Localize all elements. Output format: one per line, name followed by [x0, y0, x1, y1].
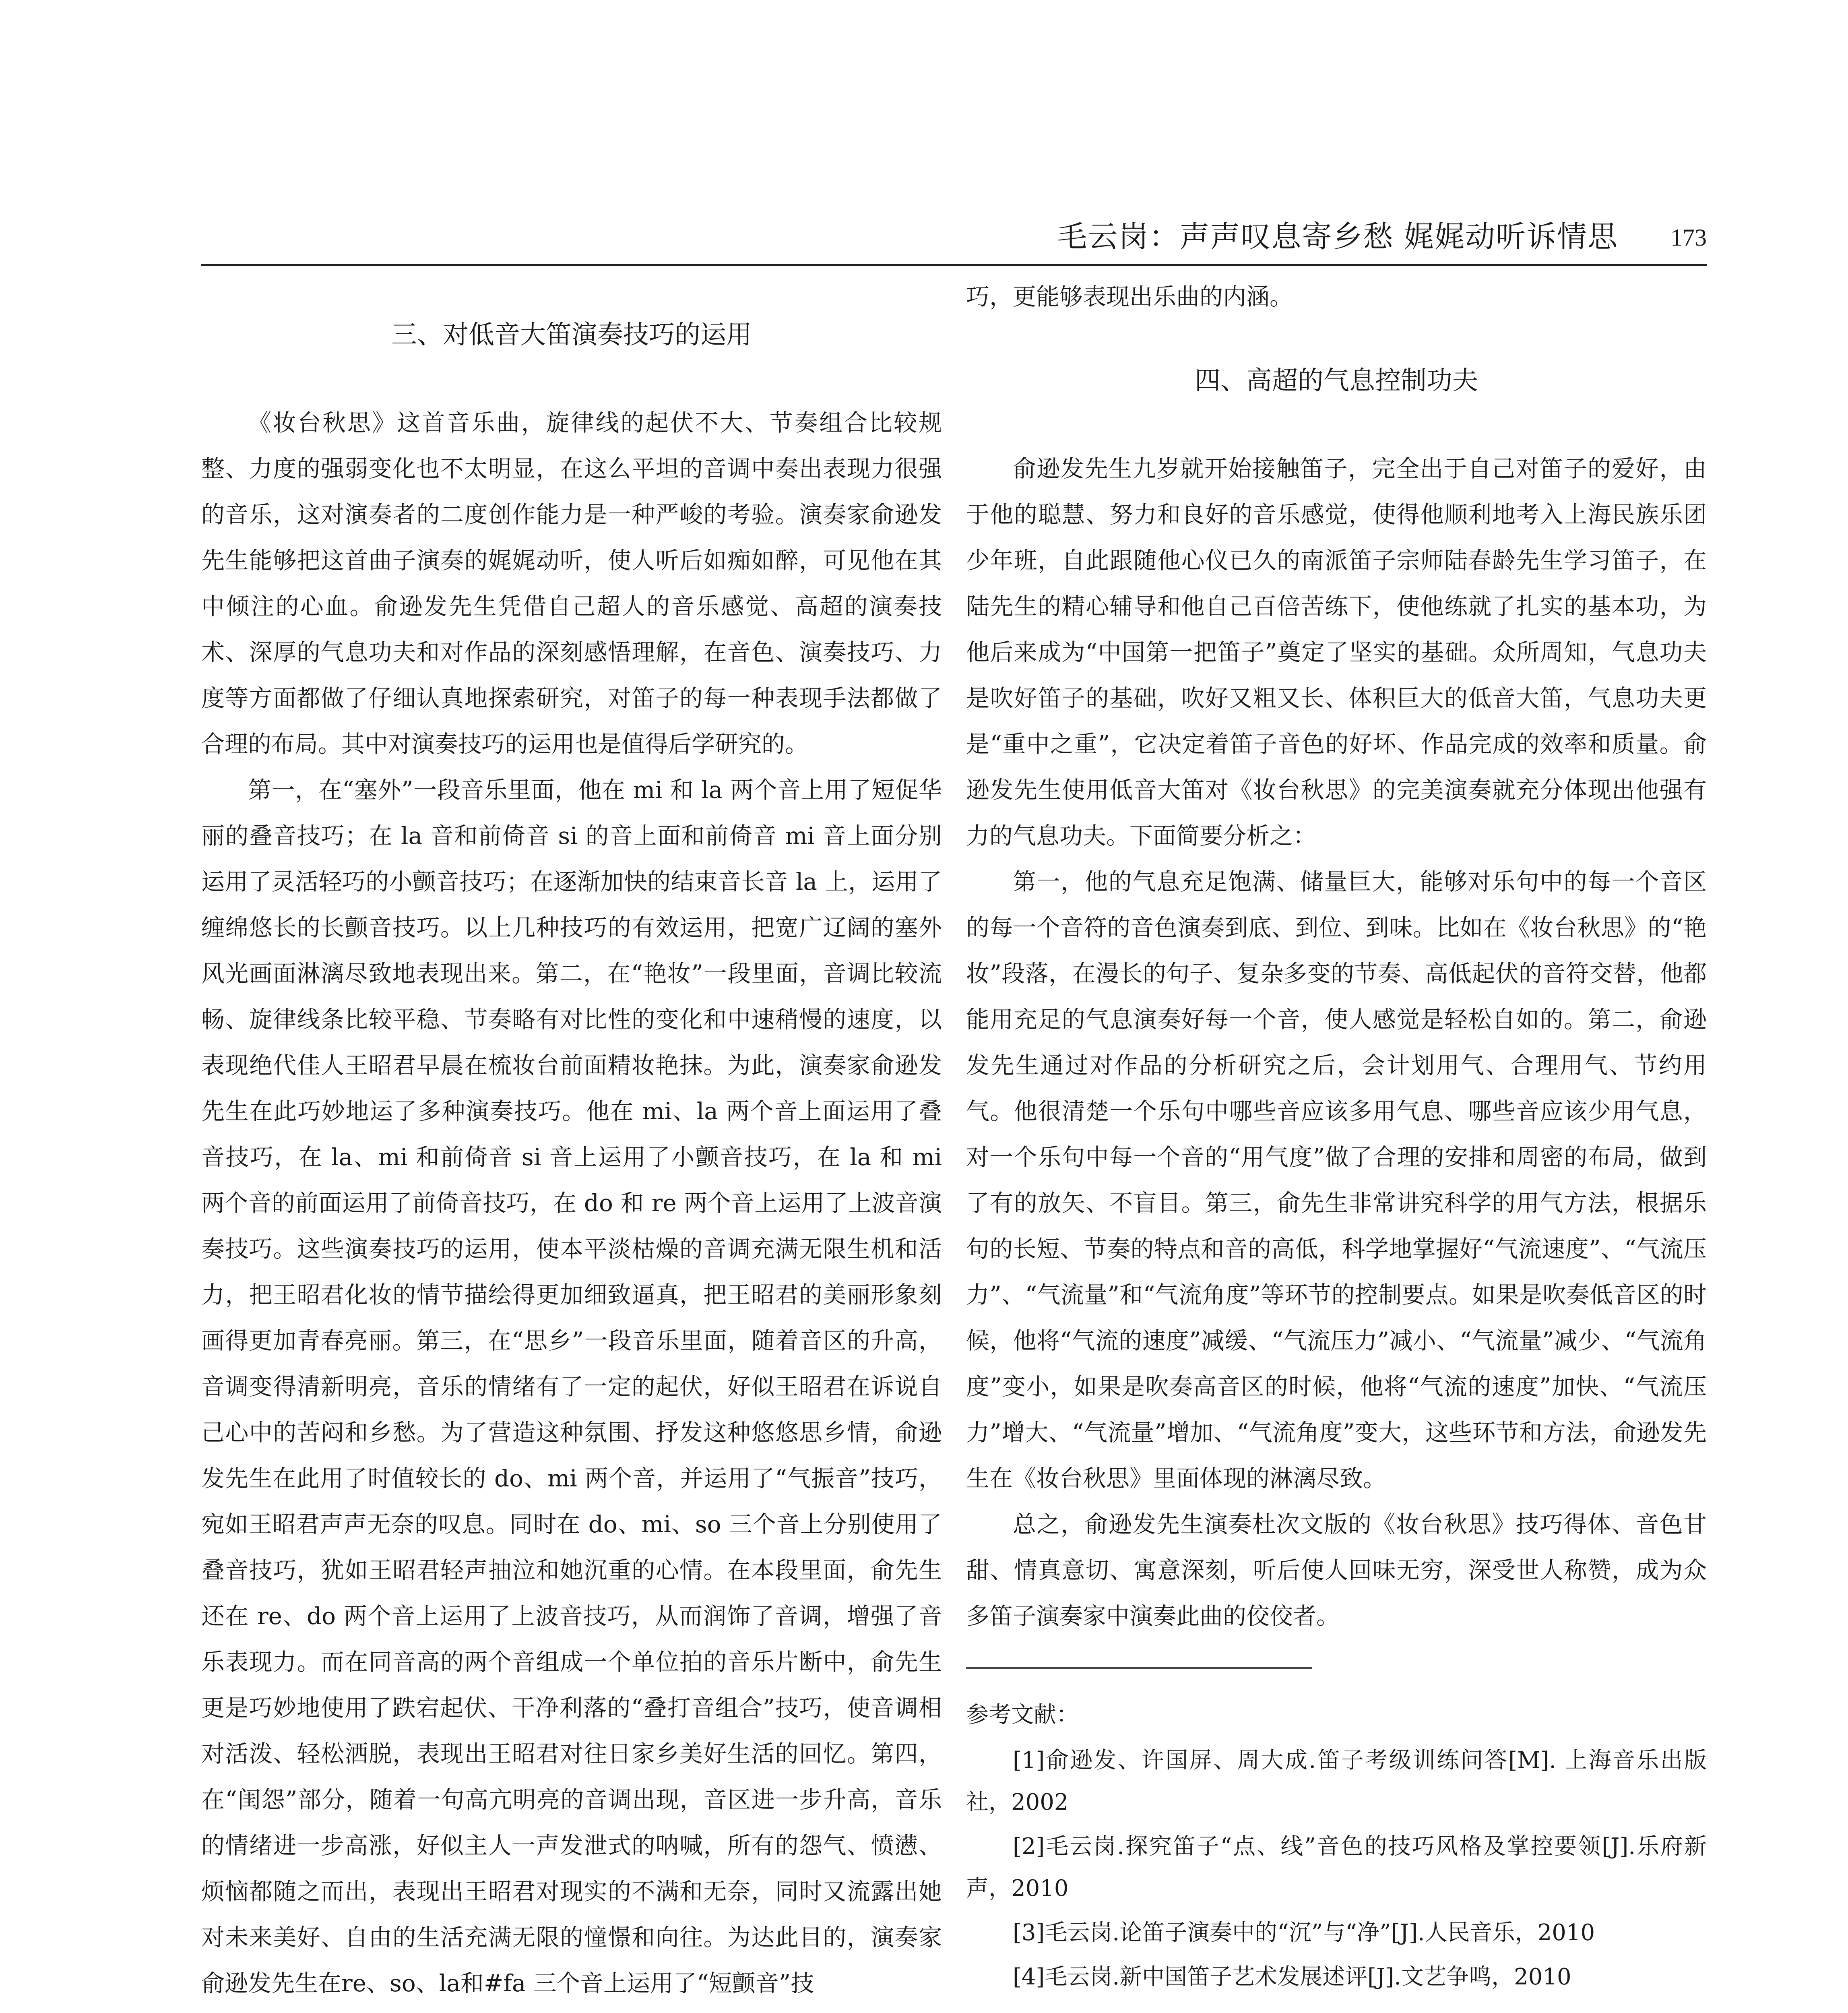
body-paragraph: 第一，他的气息充足饱满、储量巨大，能够对乐句中的每一个音区的每一个音符的音色演奏到底、到位、到味。比如在《妆台秋思》的“艳妆”段落，在漫长的句子、复杂多变的节奏、高低起伏的音符交替，他都能用充足的气息演奏好每一个音，使人感觉是轻松自如的。第二，俞逊发先生通过对作品的分析研究之后，会计划用气、合理用气、节约用气。他很清楚一个乐句中哪些音应该多用气息、哪些音应该少用气息，对一个乐句中每一个音的“用气度”做了合理的安排和周密的布局，做到了有的放矢、不盲目。第三，俞先生非常讲究科学的用气方法，根据乐句的长短、节奏的特点和音的高低，科学地掌握好“气流速度”、“气流压力”、“气流量”和“气流角度”等环节的控制要点。如果是吹奏低音区的时候，他将“气流的速度”减缓、“气流压力”减小、“气流量”减少、“气流角度”变小，如果是吹奏高音区的时候，他将“气流的速度”加快、“气流压力”增大、“气流量”增加、“气流角度”变大，这些环节和方法，俞逊发先生在《妆台秋思》里面体现的淋漓尽致。	[966, 868, 1707, 1492]
right-column	[966, 274, 1707, 2001]
reference-item: [2]毛云岗.探究笛子“点、线”音色的技巧风格及掌控要领[J].乐府新声，2010	[966, 1833, 1707, 1901]
section-title-3: 三、对低音大笛演奏技巧的运用	[391, 320, 752, 350]
left-column	[201, 274, 942, 2006]
section-title-4: 四、高超的气息控制功夫	[1195, 366, 1478, 396]
body-paragraph: 第一，在“塞外”一段音乐里面，他在 mi 和 la 两个音上用了短促华丽的叠音技巧；在 la 音和前倚音 si 的音上面和前倚音 mi 音上面分别运用了灵活轻巧的小颤音技巧；在逐渐加快的结束音长音 la 上，运用了缠绵悠长的长颤音技巧。以上几种技巧的有效运用，把宽广辽阔的塞外风光画面淋漓尽致地表现出来。第二，在“艳妆”一段里面，音调比较流畅、旋律线条比较平稳、节奏略有对比性的变化和中速稍慢的速度，以表现绝代佳人王昭君早晨在梳妆台前面精妆艳抹。为此，演奏家俞逊发先生在此巧妙地运了多种演奏技巧。他在 mi、la 两个音上面运用了叠音技巧，在 la、mi 和前倚音 si 音上运用了小颤音技巧，在 la 和 mi 两个音的前面运用了前倚音技巧，在 do 和 re 两个音上运用了上波音演奏技巧。这些演奏技巧的运用，使本平淡枯燥的音调充满无限生机和活力，把王昭君化妆的情节描绘得更加细致逼真，把王昭君的美丽形象刻画得更加青春亮丽。第三，在“思乡”一段音乐里面，随着音区的升高，音调变得清新明亮，音乐的情绪有了一定的起伏，好似王昭君在诉说自己心中的苦闷和乡愁。为了营造这种氛围、抒发这种悠悠思乡情，俞逊发先生在此用了时值较长的 do、mi 两个音，并运用了“气振音”技巧，宛如王昭君声声无奈的叹息。同时在 do、mi、so 三个音上分别使用了叠音技巧，犹如王昭君轻声抽泣和她沉重的心情。在本段里面，俞先生还在 re、do 两个音上运用了上波音技巧，从而润饰了音调，增强了音乐表现力。而在同音高的两个音组成一个单位拍的音乐片断中，俞先生更是巧妙地使用了跌宕起伏、干净利落的“叠打音组合”技巧，使音调相对活泼、轻松洒脱，表现出王昭君对往日家乡美好生活的回忆。第四，在“闺怨”部分，随着一句高亢明亮的音调出现，音区进一步升高，音乐的情绪进一步高涨，好似主人一声发泄式的呐喊，所有的怨气、愤懑、烦恼都随之而出，表现出王昭君对现实的不满和无奈，同时又流露出她对未来美好、自由的生活充满无限的憧憬和向往。为达此目的，演奏家俞逊发先生在re、so、la和#fa 三个音上运用了“短颤音”技	[201, 776, 942, 1997]
page-number: 173	[1670, 224, 1707, 251]
continued-text: 巧，更能够表现出乐曲的内涵。	[966, 283, 1293, 310]
references-heading: 参考文献：	[966, 1702, 1079, 1728]
reference-item: [3]毛云岗.论笛子演奏中的“沉”与“净”[J].人民音乐，2010	[1013, 1920, 1595, 1946]
running-title: 毛云岗：声声叹息寄乡愁 娓娓动听诉情思	[1057, 219, 1618, 254]
references-divider	[966, 1667, 1312, 1669]
running-head	[201, 203, 1707, 266]
body-paragraph: 俞逊发先生九岁就开始接触笛子，完全出于自己对笛子的爱好，由于他的聪慧、努力和良好的音乐感觉，使得他顺利地考入上海民族乐团少年班，自此跟随他心仪已久的南派笛子宗师陆春龄先生学习笛子，在陆先生的精心辅导和他自己百倍苦练下，使他练就了扎实的基本功，为他后来成为“中国第一把笛子”奠定了坚实的基础。众所周知，气息功夫是吹好笛子的基础，吹好又粗又长、体积巨大的低音大笛，气息功夫更是“重中之重”，它决定着笛子音色的好坏、作品完成的效率和质量。俞逊发先生使用低音大笛对《妆台秋思》的完美演奏就充分体现出他强有力的气息功夫。下面简要分析之：	[966, 455, 1707, 849]
body-paragraph: 《妆台秋思》这首音乐曲，旋律线的起伏不大、节奏组合比较规整、力度的强弱变化也不太明显，在这么平坦的音调中奏出表现力很强的音乐，这对演奏者的二度创作能力是一种严峻的考验。演奏家俞逊发先生能够把这首曲子演奏的娓娓动听，使人听后如痴如醉，可见他在其中倾注的心血。俞逊发先生凭借自己超人的音乐感觉、高超的演奏技术、深厚的气息功夫和对作品的深刻感悟理解，在音色、演奏技巧、力度等方面都做了仔细认真地探索研究，对笛子的每一种表现手法都做了合理的布局。其中对演奏技巧的运用也是值得后学研究的。	[201, 409, 942, 758]
reference-item: [4]毛云岗.新中国笛子艺术发展述评[J].文艺争鸣，2010	[1013, 1964, 1571, 1990]
body-paragraph: 总之，俞逊发先生演奏杜次文版的《妆台秋思》技巧得体、音色甘甜、情真意切、寓意深刻，听后使人回味无穷，深受世人称赞，成为众多笛子演奏家中演奏此曲的佼佼者。	[966, 1511, 1707, 1630]
reference-item: [1]俞逊发、许国屏、周大成.笛子考级训练问答[M]. 上海音乐出版社，2002	[966, 1747, 1707, 1815]
